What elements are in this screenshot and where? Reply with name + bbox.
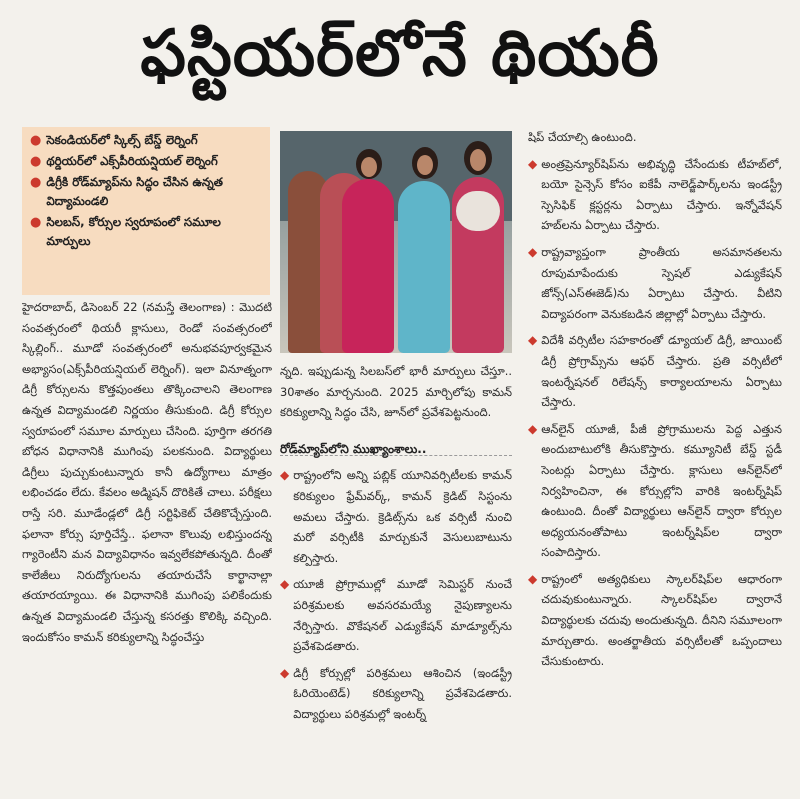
highlight-item: ● సిలబస్, కోర్సుల స్వరూపంలో సమూల మార్పులు xyxy=(30,213,262,251)
bullet-item: ◆ ఆన్‌లైన్ యూజీ, పీజీ ప్రోగ్రాములను పెద్ద ఎత్తున అందుబాటులోకి తీసుకొస్తారు. కమ్యూనిటీ బేస్డ్ స్టడీ సెంటర్లు ఏర్పాటు చేస్తారు. క్లాసులు ఆన్‌లైన్‌లో నిర్వహించినా, ఈ కోర్సుల్లోని వారికి ఇంటర్న్‌షిప్ ఉంటుంది. దీంతో విద్యార్థులు ఆన్‌లైన్ ద్వారా కోర్సుల అధ్యయనంతోపాటు ఇంటర్న్‌షిప్‌ల ద్వారా సంపాదిస్తారు. xyxy=(528,419,782,563)
bullet-item: ◆ అంత్రప్రెన్యూర్‌షిప్‌ను అభివృద్ధి చేసేందుకు టీహబ్‌లో, బయో సైన్సెస్ కోసం ఐకేపీ నాలెడ్జ్‌పార్క్‌లను ఇండస్ట్రీ స్పెసిఫిక్ క్లస్టర్లను ఏర్పాటు చేస్తారు. ఇన్నోవేషన్ హబ్‌లను ఏర్పాటు చేస్తారు. xyxy=(528,154,782,236)
headline: ఫస్టియర్‌లోనే థియరీ xyxy=(140,16,660,91)
lead-paragraph: షిప్ చేయాల్సి ఉంటుంది. xyxy=(528,130,637,144)
dateline: హైదరాబాద్, డిసెంబర్ 22 (నమస్తే తెలంగాణ) : xyxy=(22,300,235,314)
bullet-icon: ◆ xyxy=(280,577,290,592)
bullet-item: ◆ యూజీ ప్రోగ్రాముల్లో మూడో సెమిస్టర్ నుంచే పరిశ్రమలకు అవసరమయ్యే నైపుణ్యాలను నేర్పిస్తారు. వొకేషనల్ ఎడ్యుకేషన్ మాడ్యూల్స్‌ను ప్రవేశపెడతారు. xyxy=(280,574,512,656)
highlight-item: ● థర్డియర్‌లో ఎక్స్‌పీరియన్షియల్ లెర్నింగ్ xyxy=(30,154,218,169)
column-3 xyxy=(528,127,782,793)
bullet-icon: ◆ xyxy=(528,571,538,586)
bullet-icon: ◆ xyxy=(280,665,290,680)
students-photo xyxy=(280,131,512,353)
bullet-item: ◆ విదేశీ వర్సిటీల సహకారంతో డ్యూయల్ డిగ్రీ, జాయింట్ డిగ్రీ ప్రోగ్రామ్స్‌ను ఆఫర్ చేస్తారు. ప్రతి వర్సిటీలో ఇంటర్నేషనల్ రిలేషన్స్ కార్యాలయాలను ఏర్పాటు చేస్తారు. xyxy=(528,330,782,412)
bullet-item: ◆ రాష్ట్రంలో అత్యధికులు స్కాలర్‌షిప్‌ల ఆధారంగా చదువుకుంటున్నారు. స్కాలర్‌షిప్‌ల ద్వారానే విద్యార్థులకు చదువు అందుతున్నది. దీనిని సమూలంగా మార్చుతారు. అంతర్జాతీయ వర్సిటీలతో ఒప్పందాలు చేసుకుంటారు. xyxy=(528,569,782,672)
bullet-icon: ● xyxy=(30,215,42,230)
bullet-icon: ◆ xyxy=(528,421,538,436)
bullet-icon: ◆ xyxy=(528,333,538,348)
highlight-item: ● డిగ్రీకి రోడ్‌మ్యాప్‌ను సిద్ధం చేసిన ఉన్నత విద్యామండలి xyxy=(30,173,262,211)
column-1 xyxy=(22,297,272,793)
article-body: హైదరాబాద్, డిసెంబర్ 22 (నమస్తే తెలంగాణ) : మొదటి సంవత్సరంలో థియరీ క్లాసులు, రెండో సంవత్సరంలో స్కిల్లింగ్.. మూడో సంవత్సరంలో అనుభవపూర్వకమైన అభ్యాసం(ఎక్స్‌పీరియన్షియల్ లెర్నింగ్). ఇలా వినూత్నంగా డిగ్రీ కోర్సులను కొత్తపుంతలు తొక్కించాలని తెలంగాణ ఉన్నత విద్యామండలి నిర్ణయం తీసుకుంది. డిగ్రీ కోర్సుల స్వరూపంలో సమూల మార్పులు చేసింది. పూర్తిగా తరగతి బోధన విధానానికి ముగింపు పలకనుంది. విద్యార్థులు డిగ్రీలు పుచ్చుకుంటున్నారు కానీ ఉద్యోగాలు మాత్రం లభించడం లేదు. కేవలం అడ్మిషన్ దొరికితే చాలు. పరీక్షలు రాస్తే సరి. మూడేండ్లలో డిగ్రీ సర్టిఫికెట్ చేతికొచ్చేస్తుంది. ఫలానా కోర్సు పూర్తిచేస్తే.. ఫలానా కొలువు లభిస్తుందన్న గ్యారెంటీని మన విద్యావిధానం ఇవ్వలేకపోతున్నది. దీంతో కాలేజీలు నిరుద్యోగులను తయారుచేసే కార్ఖానాల్లా తయారయ్యాయి. ఈ విధానానికి ముగింపు పలికేందుకు ఉన్నత విద్యామండలి చేస్తున్న కసరత్తు కొలిక్కి వచ్చింది. ఇందుకోసం కామన్ కరిక్యులాన్ని సిద్ధంచేస్తు xyxy=(22,300,272,644)
subheading: రోడ్‌మ్యాప్‌లోని ముఖ్యాంశాలు.. xyxy=(280,441,427,456)
bullet-item: ◆ డిగ్రీ కోర్సుల్లో పరిశ్రమలు ఆశించిన (ఇండస్ట్రీ ఓరియెంటెడ్) కరిక్యులాన్ని ప్రవేశపెడతారు. విద్యార్థులు పరిశ్రమల్లో ఇంటర్న్ xyxy=(280,663,512,725)
bullet-item: ◆ రాష్ట్రంలోని అన్ని పబ్లిక్ యూనివర్సిటీలకు కామన్ కరిక్యులం ఫ్రేమ్‌వర్క్, కామన్ క్రెడిట్ సిస్టంను అమలు చేస్తారు. క్రెడిట్స్‌ను ఒక వర్సిటీ నుంచి మరో వర్సిటీకి మార్చుకునే వెసులుబాటును కల్పిస్తారు. xyxy=(280,465,512,568)
bullet-icon: ● xyxy=(30,175,42,190)
bullet-icon: ◆ xyxy=(528,244,538,259)
column-2 xyxy=(280,361,512,793)
highlight-item: ● సెకండియర్‌లో స్కిల్స్ బేస్డ్ లెర్నింగ్ xyxy=(30,133,198,148)
bullet-icon: ◆ xyxy=(528,156,538,171)
lead-paragraph: న్నది. ఇప్పుడున్న సిలబస్‌లో భారీ మార్పులు చేస్తూ.. 30శాతం మార్చనుంది. 2025 మార్చిలోపు కామన్ కరిక్యులాన్ని సిద్ధం చేసి, జూన్‌లో ప్రవేశపెట్టనుంది. xyxy=(280,364,512,420)
bullet-icon: ● xyxy=(30,154,42,169)
bullet-icon: ● xyxy=(30,133,42,148)
highlights-box xyxy=(22,127,270,295)
bullet-item: ◆ రాష్ట్రవ్యాప్తంగా ప్రాంతీయ అసమానతలను రూపుమాపేందుకు స్పెషల్ ఎడ్యుకేషన్ జోన్స్(ఎస్‌ఈజెడ్)ను ఏర్పాటు చేస్తారు. వీటిని విద్యాపరంగా వెనుకబడిన జిల్లాల్లో ఏర్పాటు చేస్తారు. xyxy=(528,242,782,324)
bullet-icon: ◆ xyxy=(280,468,290,483)
